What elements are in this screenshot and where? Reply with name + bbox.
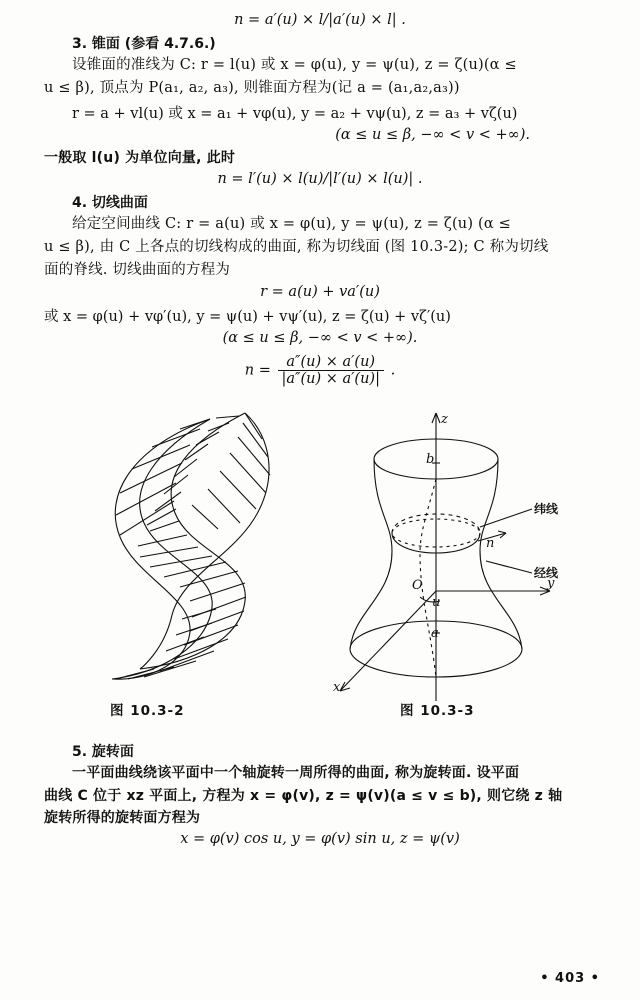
- top-equation: n = a′(u) × l/|a′(u) × l| .: [234, 12, 406, 28]
- cone-line-1: 设锥面的准线为 C: r = l(u) 或 x = φ(u), y = ψ(u), z = ζ(u)(α ≤: [72, 57, 517, 73]
- figure-label-parallel: 纬线: [534, 502, 559, 517]
- figure-10-3-2-drawing: [40, 401, 340, 701]
- cone-equation-3: n = l′(u) × l(u)/|l′(u) × l(u)| .: [217, 171, 423, 188]
- figure-10-3-3-caption: 图 10.3-3: [400, 703, 475, 720]
- revolution-line-1: 一平面曲线绕该平面中一个轴旋转一周所得的曲面, 称为旋转面. 设平面: [72, 765, 520, 782]
- section-heading-tangent-surface: 4. 切线曲面: [72, 195, 148, 212]
- figure-10-3-3-drawing: [300, 401, 600, 711]
- figure-label-n: n: [486, 536, 495, 552]
- fraction-lead: n =: [244, 362, 271, 379]
- tangent-equation-3: (α ≤ u ≤ β, −∞ < v < +∞).: [222, 330, 418, 347]
- fraction: [278, 354, 384, 387]
- figure-label-O: O: [412, 578, 423, 594]
- revolution-line-2: 曲线 C 位于 xz 平面上, 方程为 x = φ(v), z = ψ(v)(a ≤ v ≤ b), 则它绕 z 轴: [44, 787, 563, 804]
- fraction-denominator: |a″(u) × a′(u)|: [281, 371, 380, 388]
- figure-label-b: b: [426, 452, 435, 468]
- figure-label-x: x: [333, 680, 341, 696]
- section-heading-revolution: 5. 旋转面: [72, 744, 134, 761]
- fraction-numerator: a″(u) × a′(u): [278, 354, 384, 371]
- cone-equation-1: r = a + vl(u) 或 x = a₁ + vφ(u), y = a₂ + vψ(u), z = a₃ + vζ(u): [72, 106, 518, 123]
- section-heading-cone: 3. 锥面 (参看 4.7.6.): [72, 36, 216, 52]
- figure-label-meridian: 经线: [534, 566, 559, 581]
- tangent-line-3: 面的脊线. 切线曲面的方程为: [44, 262, 231, 279]
- page-number: • 403 •: [540, 971, 600, 986]
- tangent-line-2: u ≤ β), 由 C 上各点的切线构成的曲面, 称为切线面 (图 10.3-2); C 称为切线: [44, 239, 549, 256]
- figure-label-a: a: [431, 626, 439, 642]
- figure-label-z: z: [441, 412, 448, 428]
- cone-equation-2: (α ≤ u ≤ β, −∞ < v < +∞).: [335, 127, 530, 144]
- tangent-equation-2: 或 x = φ(u) + vφ′(u), y = ψ(u) + vψ′(u), z = ζ(u) + vζ′(u): [44, 309, 451, 326]
- cone-line-2: u ≤ β), 顶点为 P(a₁, a₂, a₃), 则锥面方程为(记 a = (a₁,a₂,a₃)): [44, 80, 460, 97]
- revolution-equation-1: x = φ(v) cos u, y = φ(v) sin u, z = ψ(v): [180, 831, 460, 848]
- tangent-line-1: 给定空间曲线 C: r = a(u) 或 x = φ(u), y = ψ(u), z = ζ(u) (α ≤: [72, 216, 512, 233]
- fraction-trail: .: [390, 362, 396, 379]
- cone-note: 一般取 l(u) 为单位向量, 此时: [44, 150, 236, 167]
- figure-label-y: y: [547, 576, 555, 592]
- tangent-normal-fraction: [44, 354, 596, 387]
- figure-10-3-2-caption: 图 10.3-2: [110, 703, 185, 720]
- figure-label-u: u: [432, 595, 441, 611]
- tangent-equation-1: r = a(u) + va′(u): [260, 284, 380, 301]
- document-page: [0, 12, 640, 1000]
- revolution-line-3: 旋转所得的旋转面方程为: [44, 809, 201, 826]
- figures-row: [0, 401, 640, 731]
